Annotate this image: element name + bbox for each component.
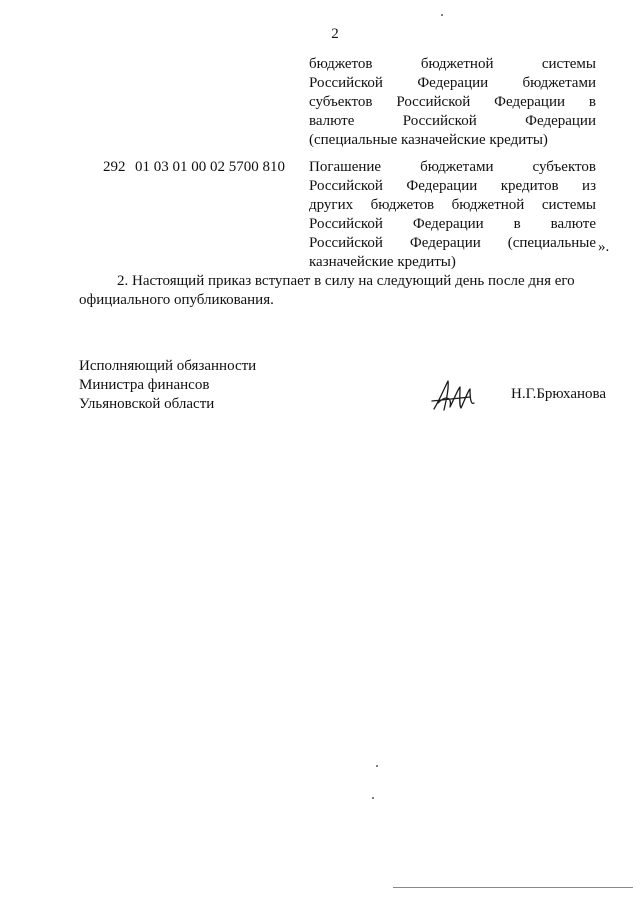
word: Российской xyxy=(309,216,383,232)
word: валюте xyxy=(550,216,596,232)
signer-name: Н.Г.Брюханова xyxy=(511,386,607,402)
scan-speck xyxy=(372,797,374,799)
word: субъектов xyxy=(532,159,596,175)
closing-quote: ». xyxy=(598,239,610,255)
row-cont-line-2 xyxy=(309,74,596,93)
budget-classification-code: 01 03 01 00 02 5700 810 xyxy=(135,159,285,175)
scan-edge-line xyxy=(393,887,633,888)
word: других xyxy=(309,197,354,213)
row-cont-line-4 xyxy=(309,112,596,131)
word: (специальные xyxy=(507,235,596,251)
position-line-3: Ульяновской области xyxy=(79,396,215,412)
word: системы xyxy=(541,56,596,72)
paragraph-2-line-2: официального опубликования. xyxy=(79,292,274,308)
row-292-line-3 xyxy=(309,196,596,215)
word: казначейские кредиты) xyxy=(309,254,456,270)
word: бюджетами xyxy=(420,159,494,175)
word: Федерации xyxy=(525,113,596,129)
word: Российской xyxy=(309,235,383,251)
word: Российской xyxy=(402,113,477,129)
word: системы xyxy=(541,197,596,213)
word: Погашение xyxy=(309,159,382,175)
row-292-line-4 xyxy=(309,215,596,234)
word: Федерации xyxy=(412,216,484,232)
word: Федерации xyxy=(494,94,565,110)
row-cont-line-3 xyxy=(309,93,596,112)
row-292-line-2 xyxy=(309,177,596,196)
word: в xyxy=(588,94,596,110)
word: бюджетов xyxy=(370,197,435,213)
row-292-line-1 xyxy=(309,158,596,177)
word: в xyxy=(513,216,521,232)
word: бюджетной xyxy=(451,197,525,213)
word: субъектов xyxy=(309,94,373,110)
word: бюджетов xyxy=(309,56,373,72)
word: Федерации xyxy=(417,75,489,91)
word: (специальные казначейские кредиты) xyxy=(309,132,548,148)
row-292-line-5 xyxy=(309,234,596,253)
word: валюте xyxy=(309,113,355,129)
word: Российской xyxy=(309,75,383,91)
word: Федерации xyxy=(409,235,481,251)
handwritten-signature xyxy=(430,377,482,413)
signatory-position xyxy=(79,357,256,414)
row-cont-line-5 xyxy=(309,131,596,150)
word: из xyxy=(582,178,596,194)
word: Российской xyxy=(396,94,471,110)
row-292-line-6 xyxy=(309,253,596,272)
word: бюджетами xyxy=(522,75,596,91)
position-line-1: Исполняющий обязанности xyxy=(79,358,257,374)
row-cont-line-1 xyxy=(309,55,596,74)
word: Российской xyxy=(309,178,383,194)
scan-speck xyxy=(441,14,443,16)
word: Федерации xyxy=(406,178,478,194)
paragraph-2-line-1: 2. Настоящий приказ вступает в силу на следующий день после дня его xyxy=(117,273,575,289)
admin-code: 292 xyxy=(103,159,126,175)
page-number: 2 xyxy=(331,26,339,42)
position-line-2: Министра финансов xyxy=(79,377,210,393)
scan-speck xyxy=(376,765,378,767)
word: кредитов xyxy=(500,178,559,194)
word: бюджетной xyxy=(420,56,494,72)
